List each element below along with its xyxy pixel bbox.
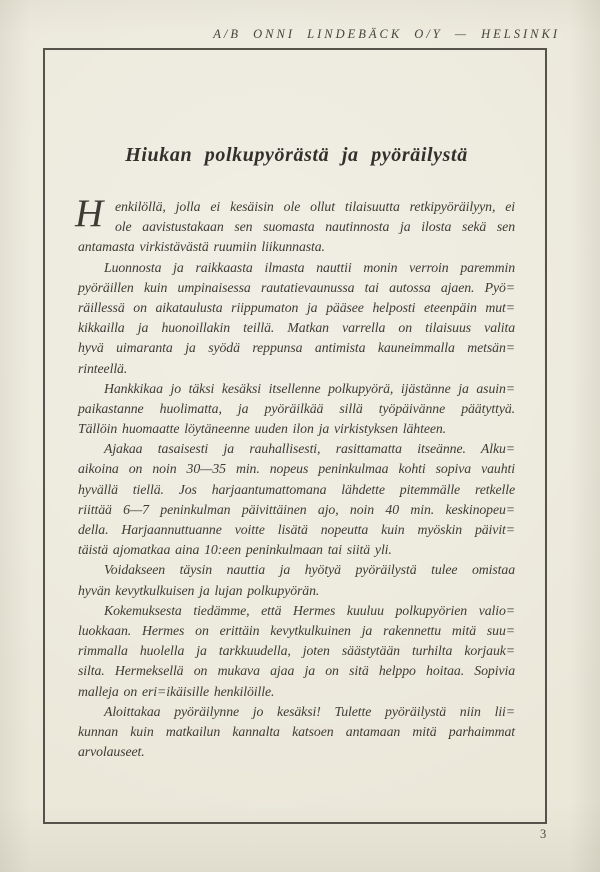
text-line: Ajakaa tasaisesti ja rauhallisesti, rasittamatta itseänne. Alku=	[104, 441, 515, 457]
text-line: Kokemuksesta tiedämme, että Hermes kuuluu polkupyörien valio=	[104, 602, 515, 618]
text-line: Aloittakaa pyöräilynne jo kesäksi! Tulette pyöräilystä niin lii=	[104, 703, 515, 719]
text-line: Luonnosta ja raikkaasta ilmasta nauttii monin verroin paremmin	[104, 259, 515, 275]
text-line: Hankkikaa jo täksi kesäksi itsellenne polkupyörä, ijästänne ja asuin=	[104, 380, 515, 396]
text-line: malleja on eri=ikäisille henkilöille.	[78, 683, 275, 699]
text-line: kunnan kuin matkailun kannalta katsoen antamaan mitä parhaimmat	[78, 723, 515, 739]
text-line: Tällöin huomaatte löytäneenne uuden ilon ja virkistyksen lähteen.	[78, 421, 447, 437]
text-line: enkilöllä, jolla ei kesäisin ole ollut tilaisuutta retkipyöräilyyn, ei	[115, 199, 515, 214]
running-head: A/B ONNI LINDEBÄCK O/Y — HELSINKI	[213, 27, 560, 41]
text-line: Voidakseen täysin nauttia ja hyötyä pyöräilystä tulee omistaa	[104, 562, 515, 578]
text-line: hyvä uimaranta ja syödä reppunsa antimista kauneimmalla metsän=	[78, 340, 515, 356]
text-line: räillessä on aikataulusta riippumaton ja pääsee helposti eteenpäin mut=	[78, 299, 515, 315]
text-line: hyvän kevytkulkuisen ja lujan polkupyörän.	[78, 582, 320, 598]
text-line: aikoina on noin 30—35 min. nopeus peninkulmaa kohti sopiva vauhti	[78, 461, 515, 477]
drop-cap: H	[75, 192, 104, 235]
page-number: 3	[540, 827, 547, 841]
text-line: antamasta virkistävästä ruumiin liikunnasta.	[78, 239, 325, 255]
text-line: rinteellä.	[78, 360, 128, 376]
text-line: riittää 6—7 peninkulman päivittäinen ajo, noin 40 min. keskinopeu=	[78, 501, 515, 517]
text-line: arvolauseet.	[78, 744, 145, 760]
body-text	[75, 192, 515, 762]
text-line: silta. Hermeksellä on mukava ajaa ja on sitä helppo hoitaa. Sopivia	[78, 663, 515, 679]
text-line: hyvällä tiellä. Jos harjaantumattomana lähdette pitemmälle retkelle	[78, 481, 515, 497]
text-line: pyöräillen kuin umpinaisessa rautatievaunussa tai autossa ajaen. Pyö=	[78, 279, 515, 295]
text-line: täistä ajomatkaa aina 10:een peninkulmaan tai siitä yli.	[78, 542, 392, 558]
page-title: Hiukan polkupyörästä ja pyöräilystä	[125, 144, 468, 166]
page-border-frame	[43, 48, 547, 824]
text-line: luokkaan. Hermes on erittäin kevytkulkuinen ja rakennettu mitä suu=	[78, 622, 515, 638]
text-line: rimmalla huolella ja tarkkuudella, joten säästytään turhilta korjauk=	[78, 643, 515, 659]
text-line: ole aavistustakaan sen suomasta nautinnosta ja ilosta sekä sen	[115, 219, 515, 235]
text-line: della. Harjaannuttuanne voitte lisätä nopeutta kuin myöskin päivit=	[78, 522, 515, 537]
text-line: kikkailla ja huonoillakin teillä. Matkan varrella on tilaisuus valita	[78, 320, 515, 336]
text-line: paikastanne huolimatta, ja pyöräilkää sillä työpäivänne päätyttyä.	[78, 400, 515, 416]
